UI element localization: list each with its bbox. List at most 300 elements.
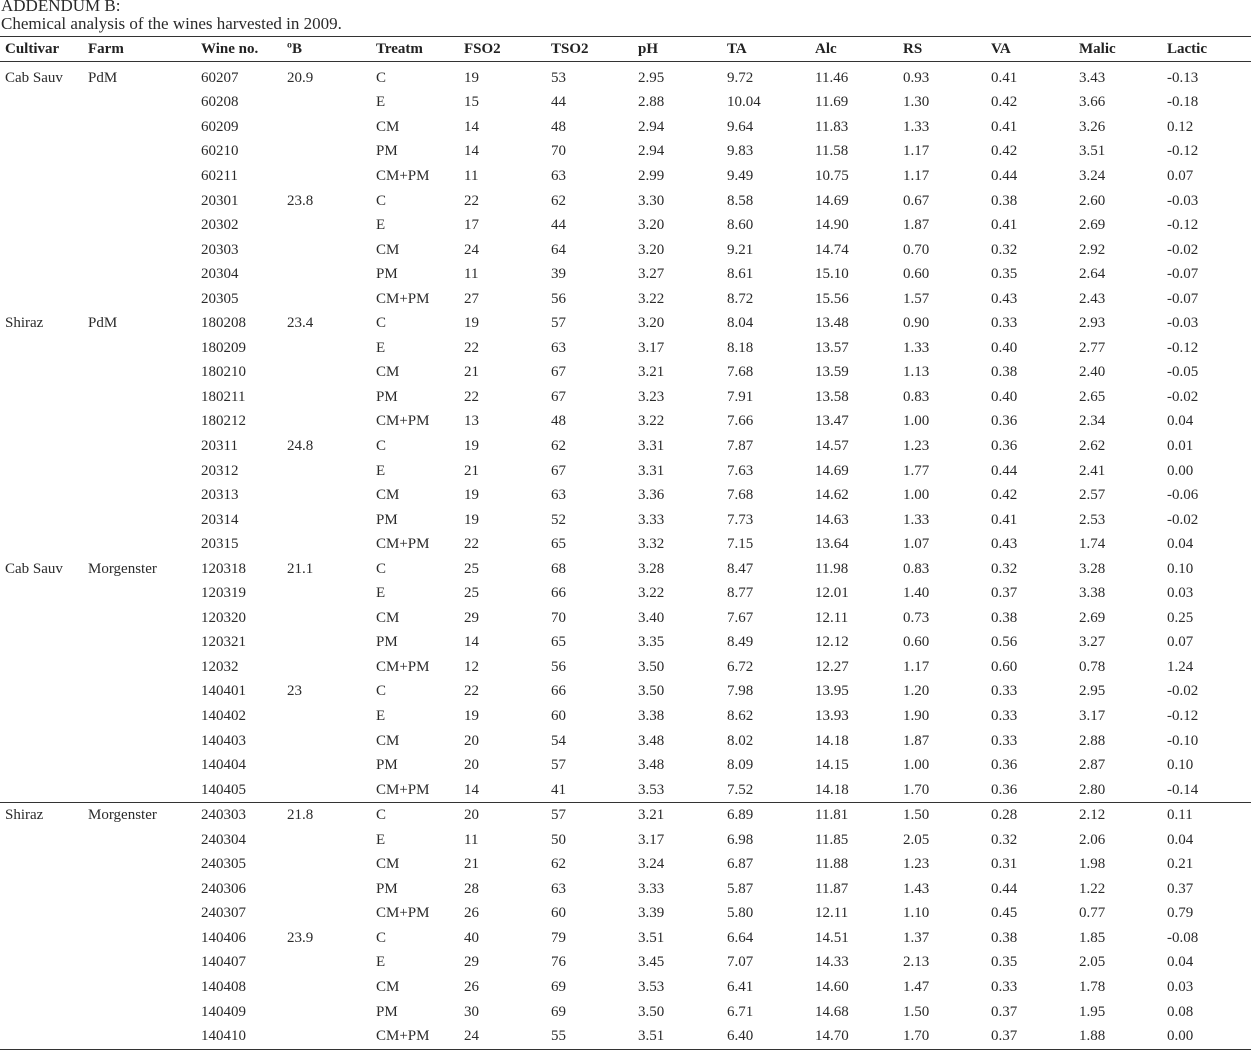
table-row (0, 140, 1251, 165)
table-cell: 0.38 (991, 364, 1018, 381)
table-cell (83, 902, 196, 927)
table-cell: 1.10 (903, 905, 930, 922)
table-cell: 1.30 (903, 94, 930, 111)
table-cell: E (376, 94, 386, 111)
table-cell: 1.17 (903, 658, 930, 675)
table-cell: 5.80 (727, 905, 754, 922)
table-cell: 11 (464, 266, 479, 283)
column-header: RS (898, 37, 986, 62)
table-cell: 3.48 (638, 757, 665, 774)
table-cell: 3.24 (638, 856, 665, 873)
table-cell: 19 (464, 69, 479, 86)
table-cell (83, 385, 196, 410)
table-cell (282, 951, 371, 976)
table-cell: 2.99 (638, 167, 665, 184)
table-cell: -0.18 (1167, 94, 1199, 111)
table-cell: 25 (464, 585, 479, 602)
table-cell: 1.74 (1079, 536, 1106, 553)
table-cell: 11.81 (810, 803, 898, 828)
table-cell: 7.87 (727, 437, 754, 454)
table-cell: 14.60 (815, 979, 849, 995)
table-cell: 62 (551, 856, 566, 873)
table-cell (0, 434, 83, 459)
table-cell: 3.17 (1079, 707, 1106, 724)
table-cell: 52 (551, 511, 566, 528)
table-cell: -0.05 (1167, 364, 1199, 381)
table-cell: 0.37 (1167, 880, 1194, 897)
table-row (0, 557, 1251, 582)
table-cell (282, 778, 371, 803)
table-row (0, 828, 1251, 853)
table-cell: 2.69 (1079, 217, 1106, 234)
table-cell: 0.03 (1167, 979, 1194, 995)
table-cell: 14 (464, 143, 479, 160)
table-cell: C (376, 315, 387, 332)
table-cell (0, 581, 83, 606)
table-cell (282, 336, 371, 361)
table-cell: 21 (464, 462, 479, 479)
table-cell: 24.8 (287, 437, 314, 454)
table-cell: PdM (88, 315, 118, 332)
table-cell (0, 902, 83, 927)
table-cell: 11.87 (815, 880, 849, 897)
table-cell (83, 213, 196, 238)
table-cell (0, 115, 83, 140)
table-cell: CM+PM (376, 413, 430, 430)
table-cell: 1.87 (903, 732, 930, 749)
table-cell: 3.53 (638, 979, 665, 995)
table-cell: 66 (551, 585, 566, 602)
table-cell: 3.23 (638, 388, 665, 405)
column-header: TA (722, 37, 810, 62)
table-row (0, 385, 1251, 410)
table-cell: 13 (464, 413, 479, 430)
column-header: Malic (1074, 37, 1162, 62)
table-row (0, 1000, 1251, 1025)
table-cell: 3.28 (1079, 560, 1106, 577)
table-cell: 2.06 (1079, 831, 1106, 848)
table-cell (83, 1000, 196, 1025)
table-cell: 21 (464, 856, 479, 873)
table-cell: 23 (287, 683, 302, 700)
table-cell (83, 238, 196, 263)
table-cell: 11 (464, 831, 479, 848)
table-cell (83, 926, 196, 951)
table-cell: 0.83 (903, 388, 930, 405)
table-cell: 22 (464, 536, 479, 553)
table-cell (0, 778, 83, 803)
table-cell: CM+PM (376, 290, 430, 307)
table-cell: 44 (551, 217, 566, 234)
table-row (0, 164, 1251, 189)
table-cell: 12.11 (815, 609, 849, 626)
table-cell: -0.06 (1167, 487, 1199, 504)
table-cell: 23.4 (287, 315, 314, 332)
table-cell: 0.32 (991, 241, 1018, 258)
table-cell (83, 140, 196, 165)
table-cell: E (376, 585, 386, 602)
table-cell: 67 (551, 364, 566, 381)
table-cell: 0.44 (991, 167, 1018, 184)
table-cell (0, 508, 83, 533)
table-cell (0, 262, 83, 287)
table-cell: 7.98 (727, 683, 754, 700)
table-cell: 14.74 (815, 241, 849, 258)
table-cell: 3.17 (638, 339, 665, 356)
table-cell: 1.70 (903, 781, 930, 798)
table-cell: 57 (546, 803, 633, 828)
table-cell: Shiraz (5, 315, 44, 332)
table-row (0, 631, 1251, 656)
table-cell: 20315 (201, 536, 239, 553)
table-row (0, 115, 1251, 140)
table-cell (0, 410, 83, 435)
table-cell: 14.62 (815, 487, 849, 504)
table-cell: C (376, 560, 387, 577)
table-cell: 1.07 (903, 536, 930, 553)
table-row (0, 213, 1251, 238)
table-cell: 14.63 (815, 511, 849, 528)
table-row (0, 1024, 1251, 1049)
table-cell: 60 (551, 905, 566, 922)
table-cell: 20301 (201, 192, 239, 209)
table-cell: 2.43 (1079, 290, 1106, 307)
table-cell: 66 (551, 683, 566, 700)
table-cell (282, 729, 371, 754)
table-cell: E (376, 954, 386, 971)
table-cell: 39 (551, 266, 566, 283)
table-cell: 50 (551, 831, 566, 848)
table-cell: C (376, 69, 387, 86)
table-cell: 0.77 (1079, 905, 1106, 922)
table-cell: -0.07 (1167, 266, 1199, 283)
table-cell: 20.9 (287, 69, 314, 86)
table-cell: 3.38 (1079, 585, 1106, 602)
table-cell: 3.20 (638, 217, 665, 234)
table-cell (282, 287, 371, 312)
table-cell: 140401 (201, 683, 246, 700)
table-cell: 63 (551, 339, 566, 356)
table-cell (0, 680, 83, 705)
table-cell (83, 778, 196, 803)
table-cell: 140408 (201, 979, 246, 995)
table-cell: 23.8 (287, 192, 314, 209)
table-cell: 120318 (201, 560, 246, 577)
table-cell: 2.69 (1079, 609, 1106, 626)
table-cell: 8.72 (727, 290, 754, 307)
table-cell (83, 483, 196, 508)
table-cell: 20303 (201, 241, 239, 258)
table-cell: 22 (464, 192, 479, 209)
table-cell: 9.64 (727, 118, 754, 135)
table-cell: 240303 (196, 803, 282, 828)
table-cell: 7.07 (727, 954, 754, 971)
table-cell: 7.15 (727, 536, 754, 553)
table-cell: 0.93 (903, 69, 930, 86)
table-cell: 3.43 (1079, 69, 1106, 86)
table-cell: 180209 (201, 339, 246, 356)
table-cell: 0.10 (1167, 757, 1194, 774)
table-cell: 8.62 (727, 707, 754, 724)
table-cell: 11 (464, 167, 479, 184)
table-cell: 20304 (201, 266, 239, 283)
table-cell: 0.42 (991, 94, 1018, 111)
table-cell: 1.90 (903, 707, 930, 724)
table-cell: 1.13 (903, 364, 930, 381)
table-cell: 0.67 (903, 192, 930, 209)
table-cell: 14 (464, 118, 479, 135)
table-cell (0, 975, 83, 1000)
table-cell: 3.39 (638, 905, 665, 922)
addendum-heading: ADDENDUM B: (1, 0, 121, 15)
table-cell: 2.13 (903, 954, 930, 971)
table-cell: 6.89 (722, 803, 810, 828)
table-cell: 2.94 (638, 118, 665, 135)
table-cell: 3.40 (638, 609, 665, 626)
table-cell (83, 753, 196, 778)
table-cell: 69 (551, 1003, 566, 1020)
table-cell (83, 262, 196, 287)
table-cell: 0.35 (991, 266, 1018, 283)
table-cell: 7.68 (727, 364, 754, 381)
table-cell: 0.37 (991, 1003, 1018, 1020)
table-cell: 12.12 (815, 634, 849, 651)
table-cell: 6.98 (727, 831, 754, 848)
table-cell (83, 532, 196, 557)
table-row (0, 729, 1251, 754)
table-cell (282, 828, 371, 853)
table-cell: 1.70 (898, 1024, 986, 1049)
table-cell: PM (376, 757, 398, 774)
table-cell: 0.01 (1167, 437, 1194, 454)
table-cell (83, 951, 196, 976)
table-cell: 48 (551, 413, 566, 430)
table-cell: 1.33 (903, 511, 930, 528)
table-cell: 2.05 (903, 831, 930, 848)
table-cell: PM (376, 1003, 398, 1020)
table-cell: 7.63 (727, 462, 754, 479)
table-cell: 120319 (201, 585, 246, 602)
table-cell: PM (376, 143, 398, 160)
table-cell: 0.33 (991, 979, 1018, 995)
table-row (0, 459, 1251, 484)
table-cell: 9.21 (727, 241, 754, 258)
table-cell: 2.92 (1079, 241, 1106, 258)
table-cell (0, 91, 83, 116)
table-cell: 9.49 (727, 167, 754, 184)
table-cell: 26 (464, 979, 479, 995)
table-cell (83, 459, 196, 484)
table-cell: 15.10 (815, 266, 849, 283)
table-cell: PM (376, 634, 398, 651)
table-cell: 6.72 (727, 658, 754, 675)
table-cell: 3.31 (638, 462, 665, 479)
table-cell (0, 189, 83, 214)
table-cell: -0.12 (1167, 143, 1199, 160)
table-cell: 8.18 (727, 339, 754, 356)
table-cell: Cab Sauv (5, 69, 63, 86)
table-cell: 21.1 (287, 560, 314, 577)
table-body (0, 62, 1251, 1050)
table-cell: 0.42 (991, 487, 1018, 504)
table-cell: 2.87 (1079, 757, 1106, 774)
table-row (0, 655, 1251, 680)
table-cell: 13.48 (815, 315, 849, 332)
table-cell: 14.18 (815, 781, 849, 798)
table-cell (0, 287, 83, 312)
table-cell: 14.15 (815, 757, 849, 774)
table-cell: 240305 (201, 856, 246, 873)
table-cell: 69 (551, 979, 566, 995)
table-cell: 14.70 (810, 1024, 898, 1049)
table-cell: 29 (464, 609, 479, 626)
table-cell (0, 213, 83, 238)
table-cell: 20314 (201, 511, 239, 528)
table-cell: 60209 (201, 118, 239, 135)
table-cell (282, 753, 371, 778)
table-cell: 8.02 (727, 732, 754, 749)
table-cell: 3.30 (638, 192, 665, 209)
table-cell: -0.02 (1167, 511, 1199, 528)
table-cell: 53 (551, 69, 566, 86)
table-cell: C (371, 803, 459, 828)
table-cell: 14.18 (815, 732, 849, 749)
table-cell: 30 (464, 1003, 479, 1020)
column-header: ºB (282, 37, 371, 62)
table-cell: 19 (464, 487, 479, 504)
table-cell: 62 (551, 192, 566, 209)
table-cell: 60207 (201, 69, 239, 86)
table-cell (83, 287, 196, 312)
table-cell: 20 (459, 803, 546, 828)
table-cell (282, 853, 371, 878)
table-cell (83, 606, 196, 631)
table-cell (83, 508, 196, 533)
table-cell: -0.03 (1167, 315, 1199, 332)
table-cell: 8.04 (727, 315, 754, 332)
table-cell (0, 1000, 83, 1025)
table-cell (83, 410, 196, 435)
column-header: FSO2 (459, 37, 546, 62)
table-cell: 0.44 (991, 880, 1018, 897)
table-cell: 63 (551, 487, 566, 504)
header-row (0, 37, 1251, 62)
table-cell: -0.03 (1167, 192, 1199, 209)
table-cell: -0.12 (1167, 217, 1199, 234)
table-cell: 27 (464, 290, 479, 307)
table-row (0, 753, 1251, 778)
table-cell: 0.41 (991, 217, 1018, 234)
table-row (0, 877, 1251, 902)
table-cell: 1.88 (1074, 1024, 1162, 1049)
table-row (0, 483, 1251, 508)
table-cell (282, 213, 371, 238)
table-cell: 0.56 (991, 634, 1018, 651)
table-cell: C (376, 929, 387, 946)
table-cell: 13.47 (815, 413, 849, 430)
table-cell: 14.68 (815, 1003, 849, 1020)
table-cell: 21.8 (282, 803, 371, 828)
table-cell: 3.51 (1079, 143, 1106, 160)
table-cell (0, 459, 83, 484)
table-cell: 3.45 (638, 954, 665, 971)
table-row (0, 926, 1251, 951)
table-cell (282, 1000, 371, 1025)
table-cell (83, 336, 196, 361)
table-cell: 20312 (201, 462, 239, 479)
table-cell: 0.36 (991, 413, 1018, 430)
table-cell: 7.67 (727, 609, 754, 626)
table-cell (0, 1024, 83, 1049)
table-cell: -0.07 (1167, 290, 1199, 307)
table-cell: 6.40 (722, 1024, 810, 1049)
table-cell (282, 385, 371, 410)
table-cell: 0.38 (991, 609, 1018, 626)
table-cell: 14 (464, 634, 479, 651)
table-cell: CM (376, 241, 400, 258)
table-cell: 1.78 (1079, 979, 1106, 995)
table-cell: 11.69 (815, 94, 849, 111)
table-cell: 0.32 (991, 560, 1018, 577)
table-cell: 12032 (201, 658, 239, 675)
table-cell (0, 877, 83, 902)
table-cell: 240306 (201, 880, 246, 897)
table-cell: 0.00 (1167, 462, 1194, 479)
table-cell: 20 (464, 732, 479, 749)
table-cell (282, 631, 371, 656)
table-cell: 0.78 (1079, 658, 1106, 675)
table-cell: 0.28 (986, 803, 1074, 828)
table-cell: 1.40 (903, 585, 930, 602)
table-cell: 140402 (201, 707, 246, 724)
column-header: Lactic (1162, 37, 1251, 62)
table-cell (83, 853, 196, 878)
table-cell: 22 (464, 388, 479, 405)
table-cell: PM (376, 266, 398, 283)
table-cell: 1.98 (1079, 856, 1106, 873)
table-cell: 0.04 (1167, 831, 1194, 848)
table-cell: 8.77 (727, 585, 754, 602)
table-cell: C (376, 437, 387, 454)
table-cell (83, 704, 196, 729)
table-cell: 3.21 (638, 364, 665, 381)
table-cell: 15.56 (815, 290, 849, 307)
table-cell: 0.60 (903, 634, 930, 651)
table-cell: 19 (464, 437, 479, 454)
table-cell (0, 951, 83, 976)
table-cell: 0.03 (1167, 585, 1194, 602)
table-cell: 2.62 (1079, 437, 1106, 454)
table-cell (83, 434, 196, 459)
table-cell (282, 975, 371, 1000)
table-cell: 1.33 (903, 339, 930, 356)
table-cell: 0.25 (1167, 609, 1194, 626)
table-cell: 140409 (201, 1003, 246, 1020)
table-cell: 1.23 (903, 437, 930, 454)
table-cell: 12.01 (815, 585, 849, 602)
table-cell: 1.77 (903, 462, 930, 479)
table-cell (0, 606, 83, 631)
table-cell: CM+PM (376, 781, 430, 798)
table-cell: Cab Sauv (5, 560, 63, 577)
table-cell: 22 (464, 683, 479, 700)
table-cell: CM (376, 732, 400, 749)
table-cell: 2.88 (1079, 732, 1106, 749)
table-cell: 7.52 (727, 781, 754, 798)
column-header: VA (986, 37, 1074, 62)
table-row (0, 434, 1251, 459)
table-cell: 1.00 (903, 487, 930, 504)
